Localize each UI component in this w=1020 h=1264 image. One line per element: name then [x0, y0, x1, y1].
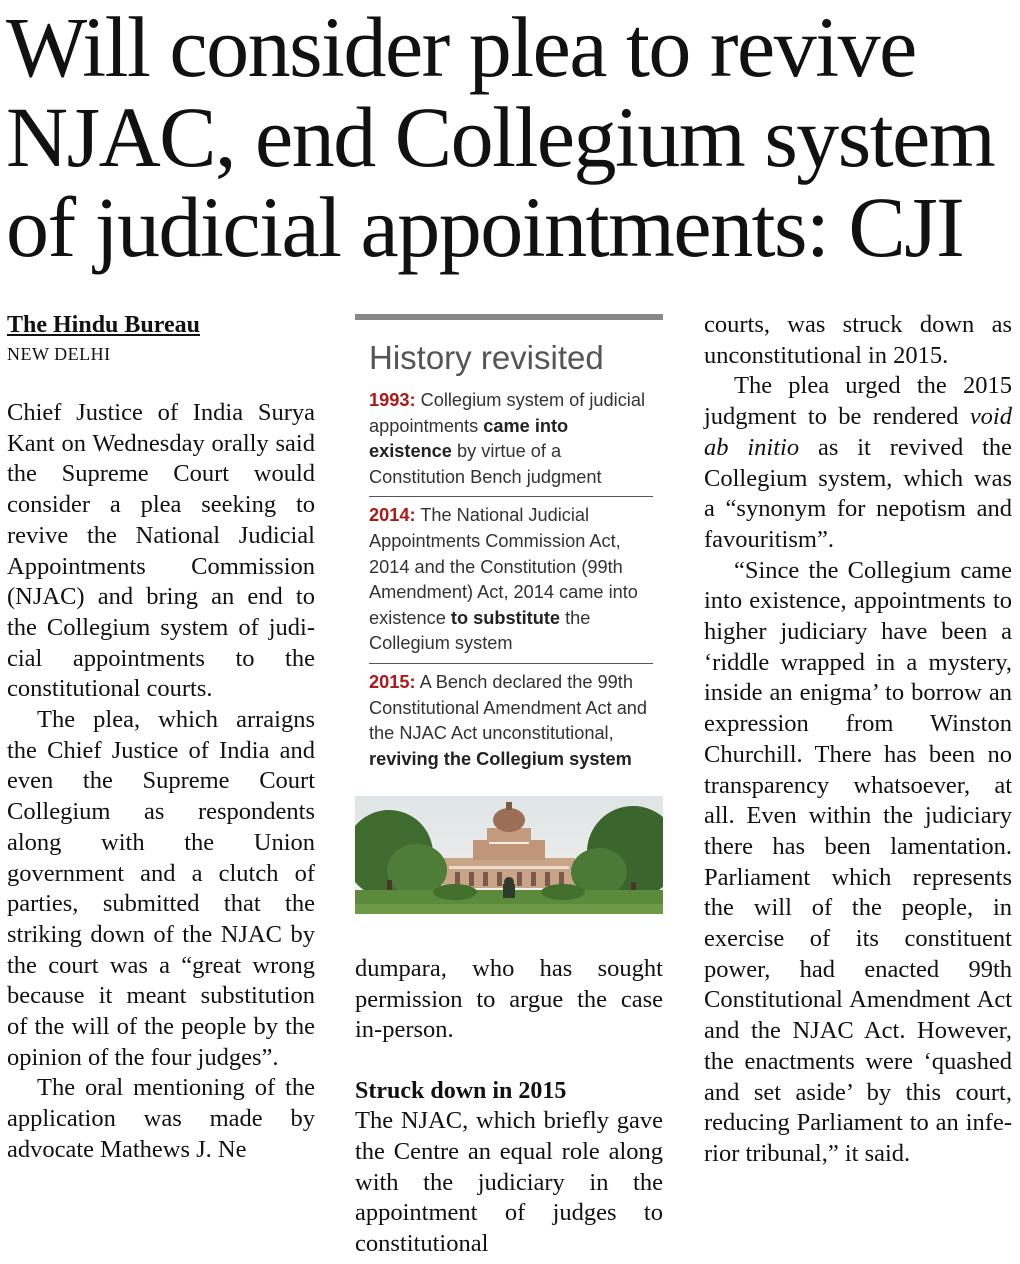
timeline-year: 1993:	[369, 390, 416, 410]
headline-line-2: NJAC, end Collegium system	[6, 89, 995, 185]
headline-line-3: of judicial appointments: CJI	[6, 179, 964, 275]
timeline-emphasis: to substitute	[450, 607, 561, 628]
timeline-text: A Bench declared the 99th Constitutional Amendment Act and the NJAC Act unconstitutional,	[369, 671, 648, 744]
paragraph	[704, 371, 1012, 555]
timeline-entry-2014	[369, 496, 653, 663]
article-column-3	[704, 310, 1012, 1170]
timeline-text: The National Judicial Appointments Commission Act, 2014 and the Constitution (99th Amendment) Act, 2014 came into existence	[369, 505, 638, 628]
headline	[6, 0, 1014, 275]
dateline: NEW DELHI	[7, 344, 111, 364]
paragraph-text: as it revived the Collegium system, which was a “synonym for nepotism and favouritism”.	[704, 433, 1013, 553]
paragraph: The oral mentioning of the application was made by advocate Mathews J. Ne	[7, 1074, 315, 1163]
timeline-emphasis: reviving the Collegium system	[369, 748, 632, 769]
paragraph: The plea, which arraigns the Chief Justice of India and even the Supreme Court Collegium as respondents along with the Union government and a clutch of parties, submitted that the striking down of the NJAC by the court was a “great wrong because it meant substitution of the will of the people by the opinion of the four judges”.	[7, 706, 315, 1071]
timeline-entry-2015	[369, 663, 653, 778]
timeline-year: 2014:	[369, 505, 416, 526]
article-column-2	[355, 954, 663, 1260]
paragraph-italic: void ab initio	[704, 403, 1012, 461]
byline: The Hindu Bureau	[7, 312, 200, 338]
timeline-emphasis: came into existence	[369, 415, 569, 462]
paragraph: courts, was struck down as unconstitutional in 2015.	[704, 311, 1012, 369]
subheading: Struck down in 2015	[355, 1078, 567, 1105]
paragraph: The NJAC, which briefly gave the Centre an equal role along with the judiciary in the appointment of judges to constitutional	[355, 1107, 663, 1257]
article-column-1	[7, 310, 315, 1166]
history-sidebar	[355, 314, 663, 914]
headline-line-1: Will consider plea to revive	[6, 0, 916, 95]
timeline-text: Collegium system of judicial appointments	[369, 390, 645, 436]
timeline-text: the Collegium system	[369, 607, 591, 654]
timeline-entry-1993	[369, 386, 653, 496]
timeline-text: by virtue of a Constitution Bench judgment	[369, 441, 602, 487]
timeline-year: 2015:	[369, 671, 416, 692]
sidebar-title: History revisited	[369, 339, 604, 376]
supreme-court-photo	[355, 796, 663, 914]
paragraph: “Since the Collegium came into existence, appointments to higher judiciary have been a ‘riddle wrapped in a mystery, inside an enigma’ to borrow an expression from Winston Churchill. There has been no transparency whatsoever, at all. Even within the judiciary there has been lamentation. Parliament which represents the will of the people, in exercise of its constituent power, had enacted 99th Constitutional Amendment Act and the NJAC Act. However, the enactments were ‘quashed and set aside’ by this court, reducing Parliament to an inferior tribunal,” it said.	[704, 556, 1012, 1167]
paragraph-text: The plea urged the 2015 judgment to be rendered	[704, 372, 1012, 431]
paragraph: dumpara, who has sought permission to argue the case in-person.	[355, 955, 663, 1044]
paragraph: Chief Justice of India Surya Kant on Wednesday orally said the Supreme Court would consider a plea seeking to revive the National Judicial Appointments Commission (NJAC) and bring an end to the Collegium system of judicial appointments to the constitutional courts.	[7, 399, 315, 703]
